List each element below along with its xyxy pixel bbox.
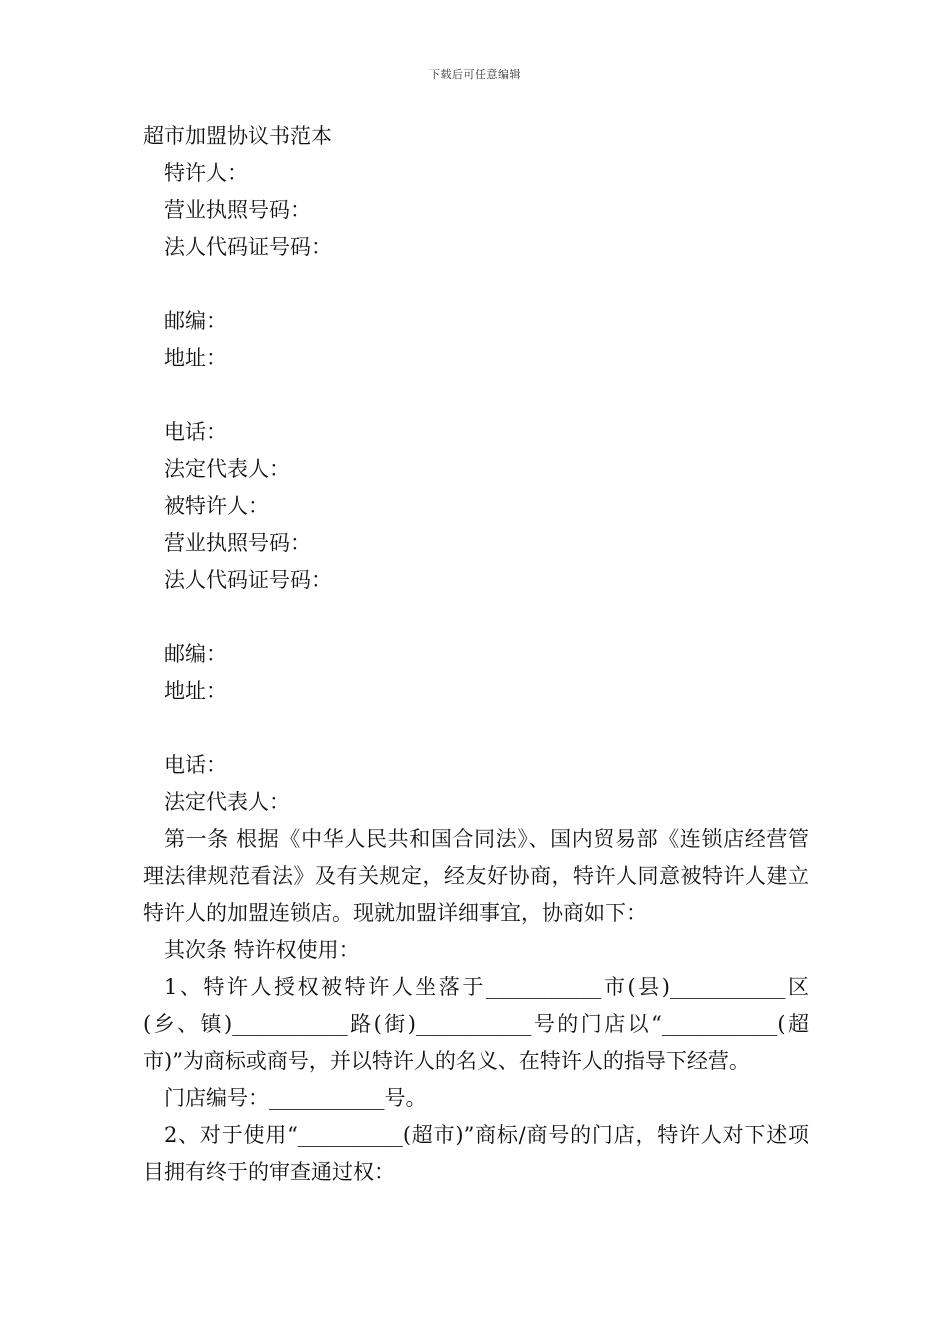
document-body	[143, 118, 809, 1191]
franchisee-org-code: 法人代码证号码：	[164, 568, 332, 592]
franchisor-license-number: 营业执照号码：	[164, 198, 311, 222]
article-2-heading: 其次条 特许权使用：	[164, 938, 360, 962]
franchisor-legal-representative: 法定代表人：	[164, 457, 290, 481]
franchisor-phone: 电话：	[164, 420, 227, 444]
article-1-paragraph: 第一条 根据《中华人民共和国合同法》、国内贸易部《连锁店经营管理法律规范看法》及有关规定，经友好协商，特许人同意被特许人建立特许人的加盟连锁店。现就加盟详细事宜，协商如下：	[143, 827, 809, 925]
blank-line	[143, 377, 809, 414]
franchisor-address: 地址：	[164, 346, 227, 370]
franchisor-label: 特许人：	[164, 161, 248, 185]
clause-1-paragraph: 1、特许人授权被特许人坐落于___________市(县)___________区(乡、镇)___________路(街)___________号的门店以“___________(超市)”为商标或商号，并以特许人的名义、在特许人的指导下经营。	[143, 975, 809, 1073]
franchisee-label: 被特许人：	[164, 494, 269, 518]
blank-line	[143, 710, 809, 747]
blank-line	[143, 599, 809, 636]
franchisor-postcode: 邮编：	[164, 309, 227, 333]
franchisee-address: 地址：	[164, 679, 227, 703]
blank-line	[143, 266, 809, 303]
franchisee-legal-representative: 法定代表人：	[164, 790, 290, 814]
franchisor-org-code: 法人代码证号码：	[164, 235, 332, 259]
document-title: 超市加盟协议书范本	[143, 124, 332, 148]
franchisee-postcode: 邮编：	[164, 642, 227, 666]
store-number-line: 门店编号：___________号。	[164, 1086, 427, 1110]
franchisee-license-number: 营业执照号码：	[164, 531, 311, 555]
franchisee-phone: 电话：	[164, 753, 227, 777]
header-note: 下载后可任意编辑	[429, 68, 521, 81]
clause-2-paragraph: 2、对于使用“__________(超市)”商标/商号的门店，特许人对下述项目拥有终于的审查通过权：	[143, 1123, 809, 1184]
